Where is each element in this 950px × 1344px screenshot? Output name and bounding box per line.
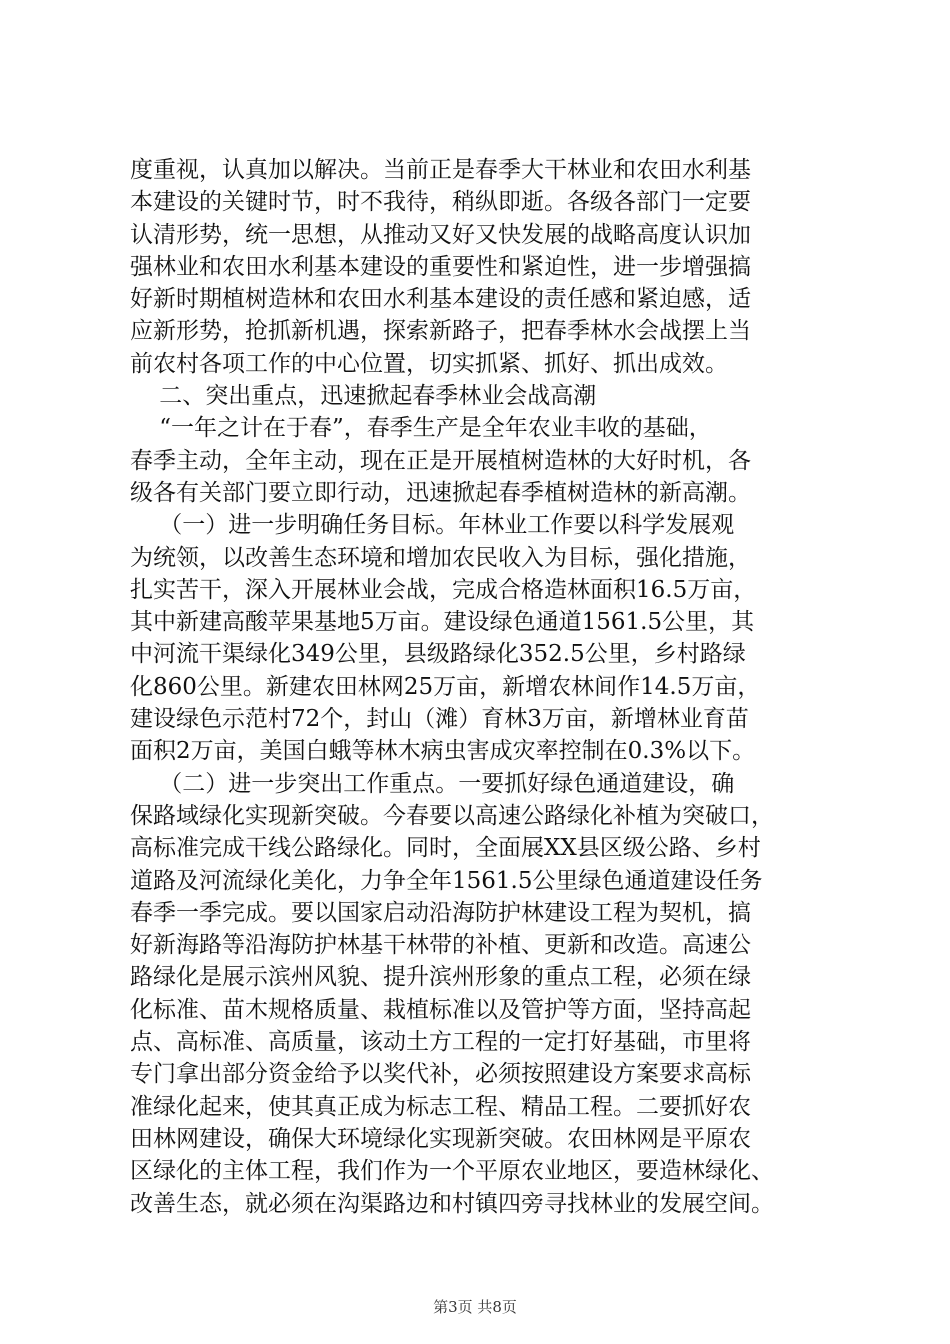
text-line: 其中新建高酸苹果基地5万亩。建设绿色通道1561.5公里，其 bbox=[130, 609, 755, 636]
text-line: 田林网建设，确保大环境绿化实现新突破。农田林网是平原农 bbox=[130, 1125, 751, 1152]
text-line: 认清形势，统一思想，从推动又好又快发展的战略高度认识加 bbox=[130, 221, 751, 248]
text-line: （二）进一步突出工作重点。一要抓好绿色通道建设，确 bbox=[130, 770, 735, 797]
text-line: 化标准、苗木规格质量、栽植标准以及管护等方面，坚持高起 bbox=[130, 996, 751, 1023]
text-line: 建设绿色示范村72个，封山（滩）育林3万亩，新增林业育苗 bbox=[130, 706, 749, 733]
text-line: 好新时期植树造林和农田水利基本建设的责任感和紧迫感，适 bbox=[130, 286, 751, 313]
text-line: 化860公里。新建农田林网25万亩，新增农林间作14.5万亩， bbox=[130, 673, 761, 700]
text-line: 级各有关部门要立即行动，迅速掀起春季植树造林的新高潮。 bbox=[130, 479, 751, 506]
text-line: 道路及河流绿化美化，力争全年1561.5公里绿色通道建设任务 bbox=[130, 867, 763, 894]
text-line: 强林业和农田水利基本建设的重要性和紧迫性，进一步增强搞 bbox=[130, 253, 751, 280]
text-line: 应新形势，抢抓新机遇，探索新路子，把春季林水会战摆上当 bbox=[130, 318, 751, 345]
text-line: 春季一季完成。要以国家启动沿海防护林建设工程为契机，搞 bbox=[130, 899, 751, 926]
text-line: 改善生态，就必须在沟渠路边和村镇四旁寻找林业的发展空间。 bbox=[130, 1190, 774, 1217]
text-line: 高标准完成干线公路绿化。同时，全面展XX县区级公路、乡村 bbox=[130, 835, 761, 862]
text-line: 保路域绿化实现新突破。今春要以高速公路绿化补植为突破口， bbox=[130, 802, 774, 829]
text-line: 扎实苦干，深入开展林业会战，完成合格造林面积16.5万亩， bbox=[130, 576, 757, 603]
text-line: 点、高标准、高质量，该动土方工程的一定打好基础，市里将 bbox=[130, 1029, 751, 1056]
text-line: 中河流干渠绿化349公里，县级路绿化352.5公里，乡村路绿 bbox=[130, 641, 746, 668]
text-line: 本建设的关键时节，时不我待，稍纵即逝。各级各部门一定要 bbox=[130, 189, 751, 216]
text-line: 二、突出重点，迅速掀起春季林业会战高潮 bbox=[130, 383, 597, 410]
text-line: 好新海路等沿海防护林基干林带的补植、更新和改造。高速公 bbox=[130, 932, 751, 959]
document-body bbox=[130, 154, 830, 1220]
text-line: 区绿化的主体工程，我们作为一个平原农业地区，要造林绿化、 bbox=[130, 1158, 774, 1185]
text-line: “一年之计在于春”，春季生产是全年农业丰收的基础， bbox=[130, 415, 712, 442]
text-line: 为统领，以改善生态环境和增加农民收入为目标，强化措施， bbox=[130, 544, 751, 571]
page-footer: 第3页 共8页 bbox=[433, 1298, 517, 1316]
text-line: 春季主动，全年主动，现在正是开展植树造林的大好时机，各 bbox=[130, 447, 751, 474]
text-line: 专门拿出部分资金给予以奖代补，必须按照建设方案要求高标 bbox=[130, 1061, 751, 1088]
text-line: 路绿化是展示滨州风貌、提升滨州形象的重点工程，必须在绿 bbox=[130, 964, 751, 991]
text-line: 度重视，认真加以解决。当前正是春季大干林业和农田水利基 bbox=[130, 157, 751, 183]
text-line: （一）进一步明确任务目标。年林业工作要以科学发展观 bbox=[130, 512, 735, 539]
text-line: 前农村各项工作的中心位置，切实抓紧、抓好、抓出成效。 bbox=[130, 350, 728, 377]
text-line: 准绿化起来，使其真正成为标志工程、精品工程。二要抓好农 bbox=[130, 1093, 751, 1120]
text-line: 面积2万亩，美国白蛾等林木病虫害成灾率控制在0.3%以下。 bbox=[130, 738, 756, 765]
